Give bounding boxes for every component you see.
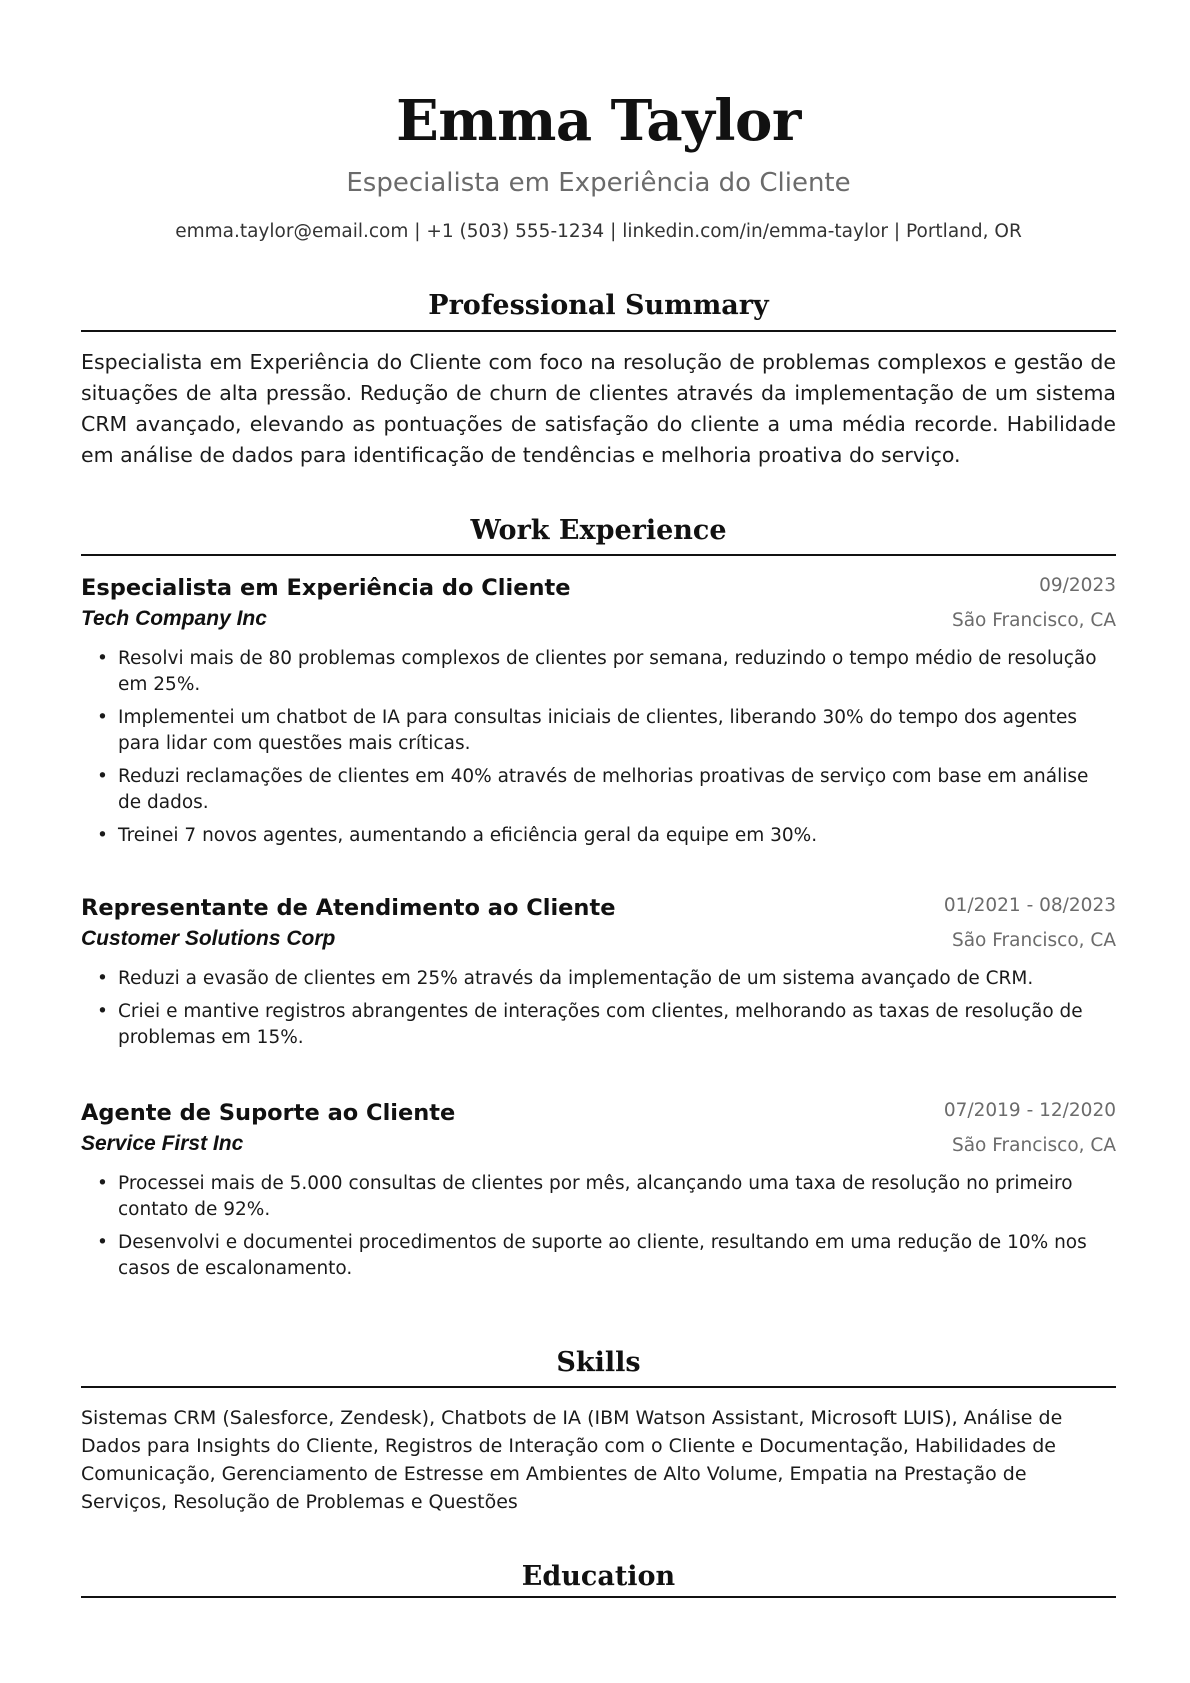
skills-text: Sistemas CRM (Salesforce, Zendesk), Chatbots de IA (IBM Watson Assistant, Microsoft LUIS), Análise de Dados para Insights do Cliente, Registros de Interação com o Cliente e Documentação, Habilidades de Comunicação, Gerenciamento de Estresse em Ambientes de Alto Volume, Empatia na Prestação de Serviços, Resolução de Problemas e Questões — [81, 1407, 1063, 1513]
job-location: São Francisco, CA — [951, 930, 1116, 951]
job-date: 01/2021 - 08/2023 — [943, 895, 1116, 916]
section-divider — [81, 1386, 1116, 1388]
bullet-item: • Criei e mantive registros abrangentes de interações com clientes, melhorando as taxas de resolução de problemas em 15%. — [97, 1001, 1083, 1048]
job-location: São Francisco, CA — [951, 610, 1116, 631]
bullet-item: • Processei mais de 5.000 consultas de clientes por mês, alcançando uma taxa de resolução no primeiro contato de 92%. — [97, 1173, 1073, 1220]
bullet-dot: • — [97, 707, 108, 728]
contact-line: emma.taylor@email.com | +1 (503) 555-1234 | linkedin.com/in/emma-taylor | Portland, OR — [175, 221, 1022, 242]
bullet-item: • Resolvi mais de 80 problemas complexos de clientes por semana, reduzindo o tempo médio de resolução em 25%. — [97, 648, 1097, 695]
job-entry — [81, 572, 1116, 856]
bullet-dot: • — [97, 648, 108, 669]
candidate-name: Emma Taylor — [396, 88, 801, 154]
bullet-item: • Reduzi reclamações de clientes em 40% através de melhorias proativas de serviço com base em análise de dados. — [97, 766, 1089, 813]
candidate-title: Especialista em Experiência do Cliente — [346, 168, 851, 198]
section-heading-summary: Professional Summary — [428, 290, 769, 321]
job-title: Agente de Suporte ao Cliente — [81, 1100, 456, 1126]
job-date: 07/2019 - 12/2020 — [943, 1100, 1116, 1121]
job-bullets — [81, 1171, 1116, 1282]
job-title: Especialista em Experiência do Cliente — [81, 575, 571, 601]
bullet-item: • Implementei um chatbot de IA para consultas iniciais de clientes, liberando 30% do tempo dos agentes para lidar com questões mais críticas. — [97, 707, 1078, 754]
bullet-dot: • — [97, 766, 108, 787]
section-heading-skills: Skills — [556, 1347, 641, 1378]
company-name: Service First Inc — [81, 1132, 244, 1155]
section-divider — [81, 1596, 1116, 1598]
bullet-item: • Desenvolvi e documentei procedimentos de suporte ao cliente, resultando em uma redução de 10% nos casos de escalonamento. — [97, 1232, 1087, 1279]
job-date: 09/2023 — [1039, 575, 1116, 596]
bullet-dot: • — [97, 825, 108, 846]
company-name: Tech Company Inc — [81, 607, 267, 630]
section-heading-education: Education — [521, 1561, 676, 1592]
company-name: Customer Solutions Corp — [81, 927, 336, 950]
section-heading-experience: Work Experience — [470, 515, 727, 546]
bullet-dot: • — [97, 1173, 108, 1194]
job-bullets — [81, 646, 1116, 849]
summary-text: Especialista em Experiência do Cliente com foco na resolução de problemas complexos e gestão de situações de alta pressão. Redução de churn de clientes através da implementação de um sistema CRM avançado, elevando as pontuações de satisfação do cliente a uma média recorde. Habilidade em análise de dados para identificação de tendências e melhoria proativa do serviço. — [81, 350, 1116, 467]
section-divider — [81, 554, 1116, 556]
job-entry — [81, 892, 1116, 1058]
section-divider — [81, 330, 1116, 332]
bullet-item: • Reduzi a evasão de clientes em 25% através da implementação de um sistema avançado de CRM. — [81, 966, 1116, 992]
bullet-dot: • — [97, 968, 108, 989]
bullet-item: • Treinei 7 novos agentes, aumentando a eficiência geral da equipe em 30%. — [81, 823, 1116, 849]
bullet-dot: • — [97, 1001, 108, 1022]
job-title: Representante de Atendimento ao Cliente — [81, 895, 616, 921]
bullet-dot: • — [97, 1232, 108, 1253]
job-entry — [81, 1097, 1116, 1289]
job-bullets — [81, 966, 1116, 1051]
job-location: São Francisco, CA — [951, 1135, 1116, 1156]
